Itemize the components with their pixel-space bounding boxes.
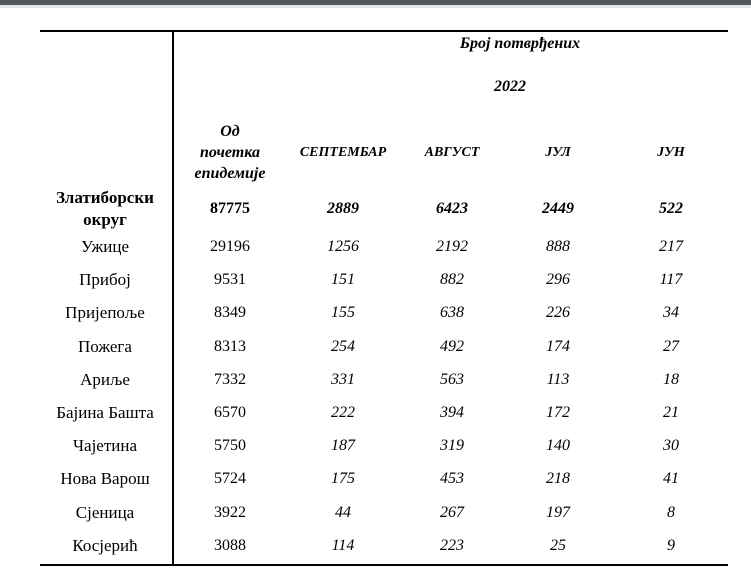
july-value: 174 (546, 338, 570, 355)
september-value: 44 (335, 504, 351, 521)
municipality-total: 7332 (214, 371, 246, 388)
first-column-divider (172, 30, 174, 566)
month-header-july: ЈУЛ (545, 145, 571, 160)
july-value: 25 (550, 537, 566, 554)
september-value: 114 (331, 537, 355, 554)
district-total: 87775 (210, 200, 250, 217)
june-value: 117 (659, 271, 683, 288)
september-value: 254 (331, 338, 355, 355)
july-value: 140 (546, 437, 570, 454)
august-value: 882 (440, 271, 464, 288)
municipality-name: Ужице (80, 237, 130, 256)
district-name-line-1: Златиборски (56, 188, 154, 207)
june-value: 9 (667, 537, 675, 554)
table-bottom-rule (40, 564, 728, 566)
total-col-header-line-2: почетка (200, 144, 260, 161)
august-value: 638 (440, 304, 464, 321)
total-col-header-line-1: Од (220, 123, 240, 140)
june-value: 30 (663, 437, 679, 454)
august-value: 563 (440, 371, 464, 388)
august-value: 2192 (436, 238, 468, 255)
viewer-top-shadow (0, 5, 751, 8)
municipality-name: Прибој (79, 270, 131, 289)
september-value: 151 (331, 271, 355, 288)
month-header-june: ЈУН (657, 145, 685, 160)
august-value: 223 (440, 537, 464, 554)
municipality-total: 8349 (214, 304, 246, 321)
august-value: 394 (440, 404, 464, 421)
municipality-name: Сјеница (75, 503, 135, 522)
municipality-total: 3088 (214, 537, 246, 554)
municipality-total: 8313 (214, 338, 246, 355)
september-value: 155 (331, 304, 355, 321)
august-value: 453 (440, 470, 464, 487)
municipality-total: 5750 (214, 437, 246, 454)
municipality-total: 6570 (214, 404, 246, 421)
table-top-rule (40, 30, 728, 32)
june-value: 18 (663, 371, 679, 388)
august-value: 267 (440, 504, 464, 521)
municipality-name: Чајетина (72, 436, 138, 455)
municipality-total: 3922 (214, 504, 246, 521)
municipality-name: Пријепоље (65, 303, 145, 322)
month-header-august: АВГУСТ (424, 145, 480, 160)
july-value: 226 (546, 304, 570, 321)
july-value: 296 (546, 271, 570, 288)
june-value: 21 (663, 404, 679, 421)
district-june: 522 (659, 200, 683, 217)
municipality-total: 9531 (214, 271, 246, 288)
august-value: 319 (440, 437, 464, 454)
june-value: 8 (667, 504, 675, 521)
total-col-header-line-3: епидемије (194, 165, 266, 182)
june-value: 34 (663, 304, 679, 321)
august-value: 492 (440, 338, 464, 355)
september-value: 187 (331, 437, 355, 454)
district-name-line-2: округ (83, 210, 127, 229)
municipality-total: 29196 (210, 238, 250, 255)
july-value: 888 (546, 238, 570, 255)
july-value: 218 (546, 470, 570, 487)
june-value: 217 (659, 238, 683, 255)
june-value: 27 (663, 338, 679, 355)
district-july: 2449 (542, 200, 574, 217)
september-value: 175 (331, 470, 355, 487)
july-value: 113 (546, 371, 570, 388)
june-value: 41 (663, 470, 679, 487)
municipality-name: Пожега (78, 337, 132, 356)
municipality-name: Нова Варош (60, 469, 150, 488)
municipality-name: Косјерић (72, 536, 138, 555)
july-value: 172 (546, 404, 570, 421)
september-value: 222 (331, 404, 355, 421)
municipality-name: Бајина Башта (56, 403, 154, 422)
month-header-september: СЕПТЕМБАР (299, 145, 387, 160)
september-value: 331 (331, 371, 355, 388)
year-label: 2022 (494, 78, 526, 95)
municipality-total: 5724 (214, 470, 246, 487)
district-august: 6423 (436, 200, 468, 217)
district-september: 2889 (327, 200, 359, 217)
july-value: 197 (546, 504, 570, 521)
group-title: Број потврђених (459, 35, 581, 52)
municipality-name: Ариље (80, 370, 130, 389)
september-value: 1256 (327, 238, 359, 255)
